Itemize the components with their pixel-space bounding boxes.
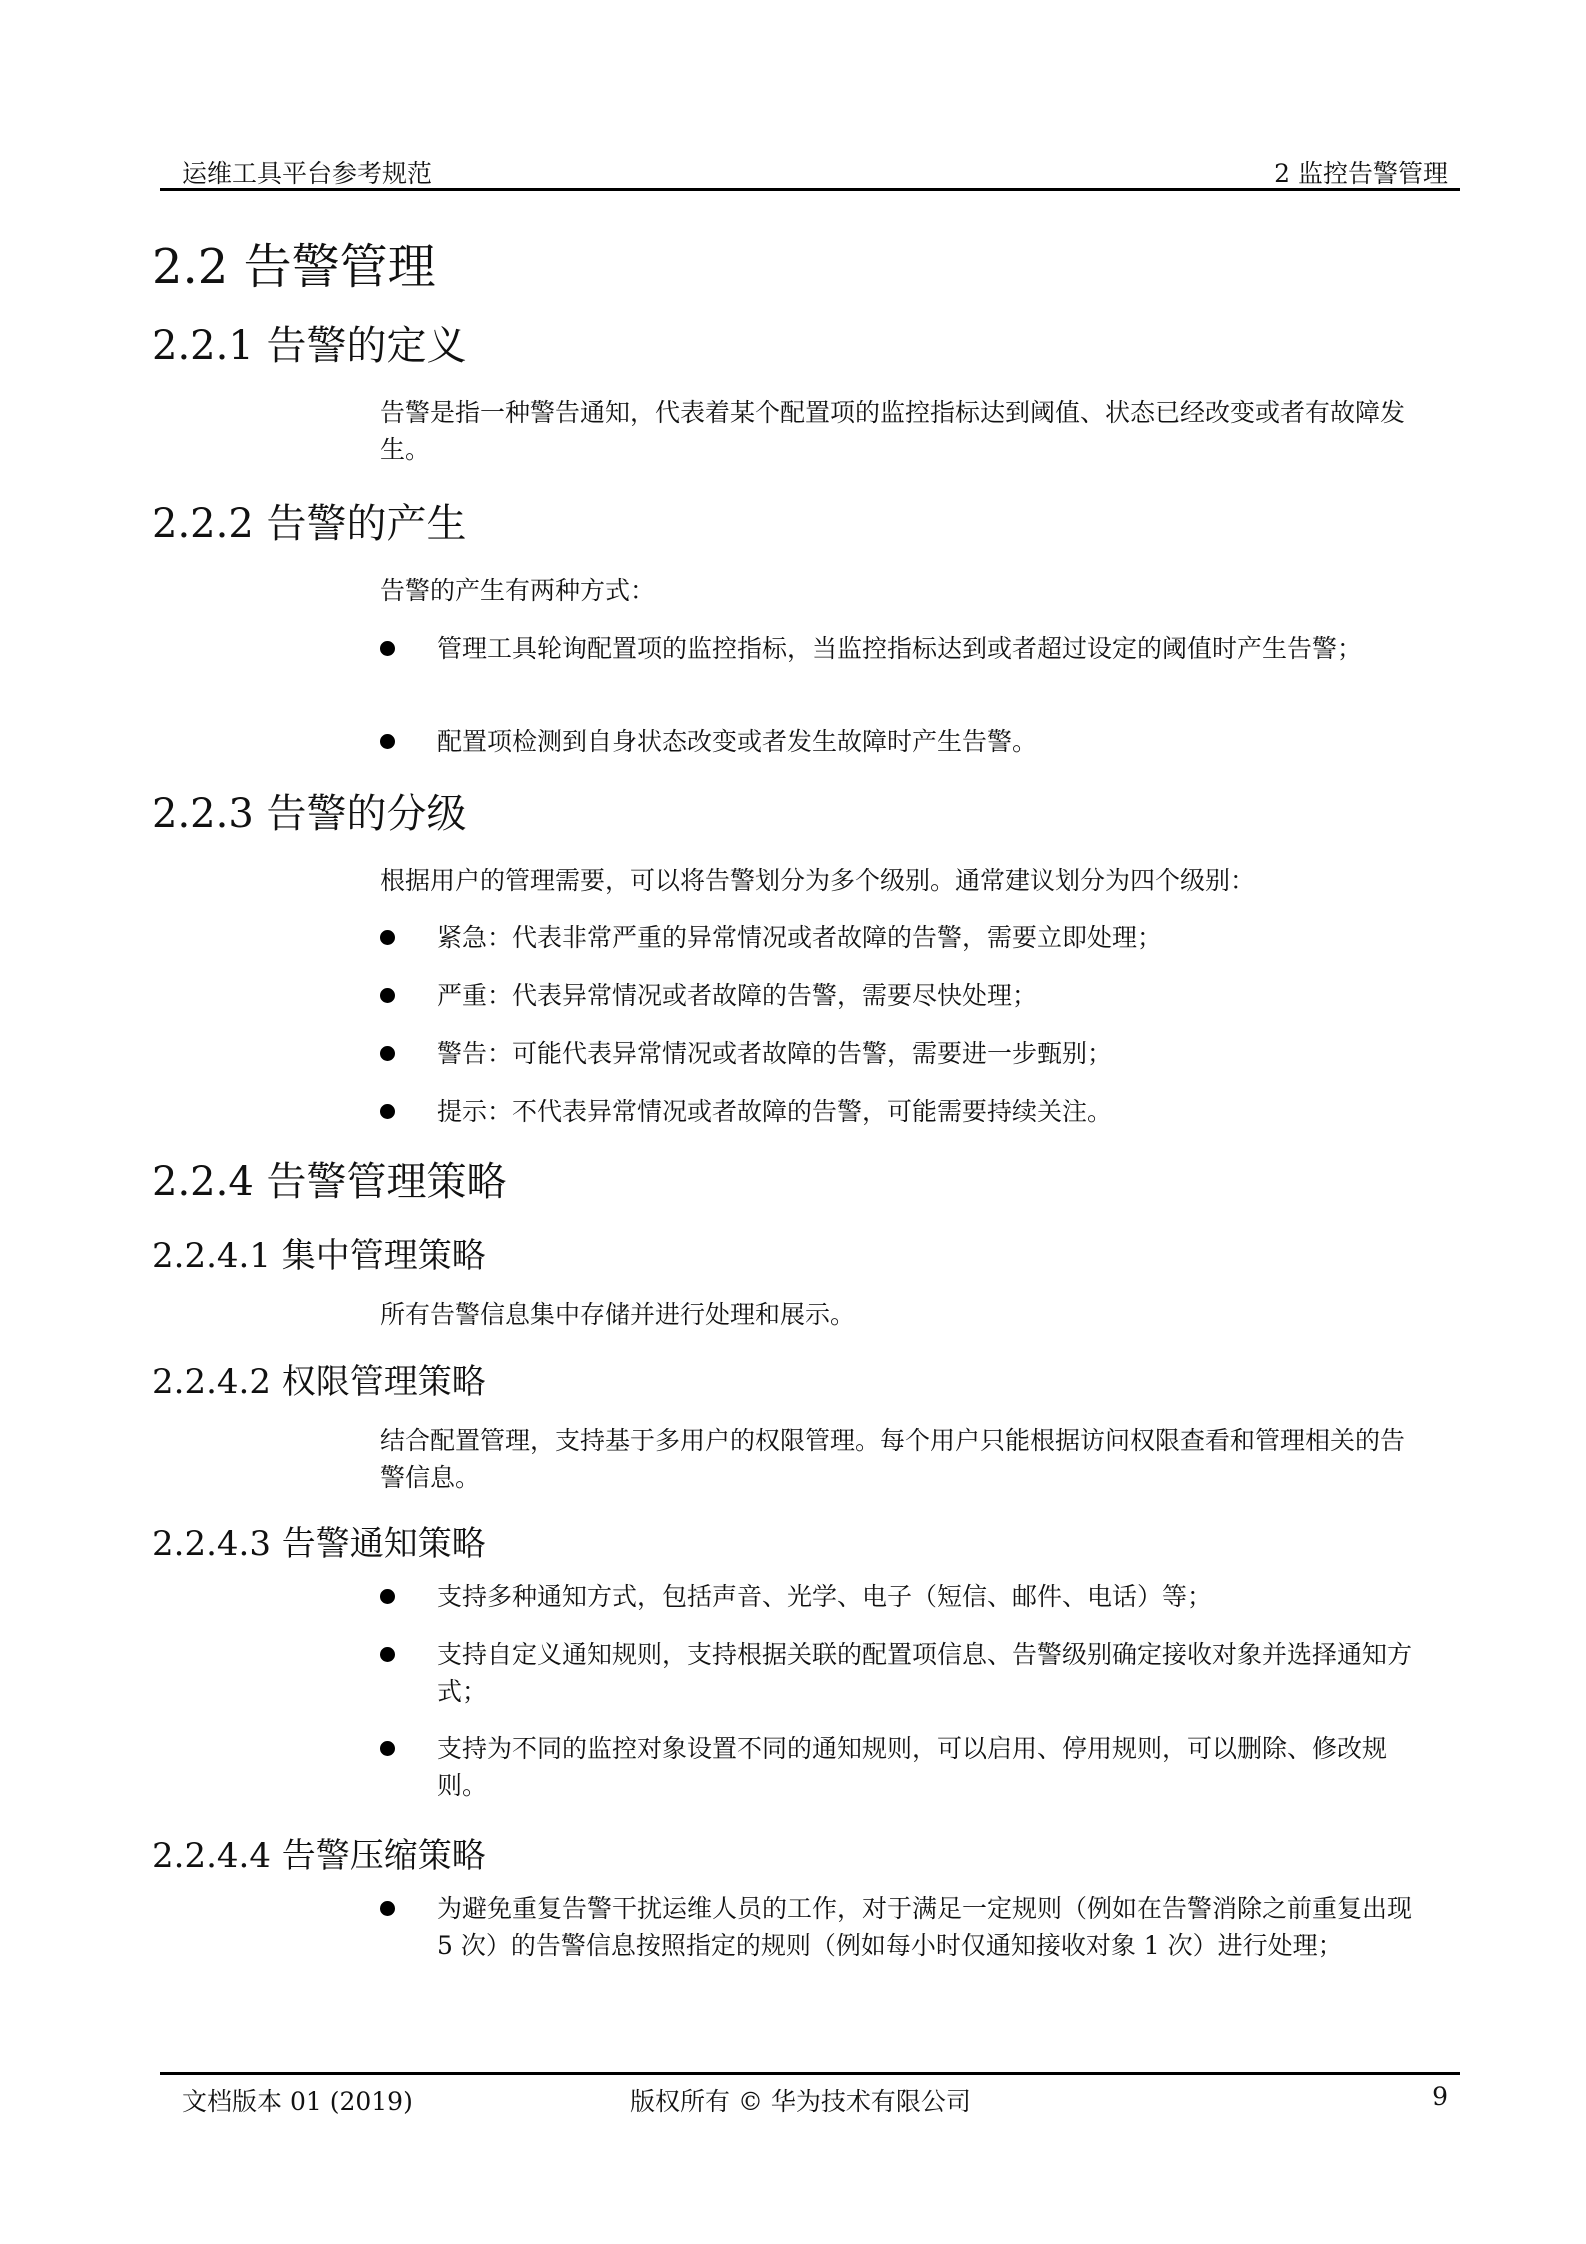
bullet-icon xyxy=(380,1046,395,1061)
section-heading-2-2-4-3: 2.2.4.3 告警通知策略 xyxy=(152,1524,486,1564)
chapter-title: 2 监控告警管理 xyxy=(1274,159,1448,188)
section-heading-2-2: 2.2 告警管理 xyxy=(152,239,436,295)
bullet-icon xyxy=(380,1741,395,1756)
paragraph-levels-intro: 根据用户的管理需要，可以将告警划分为多个级别。通常建议划分为四个级别： xyxy=(380,866,1256,895)
bullet-icon xyxy=(380,1589,395,1604)
header-divider xyxy=(160,188,1460,191)
bullet-icon xyxy=(380,734,395,749)
page-number: 9 xyxy=(1432,2082,1448,2111)
paragraph-generation-intro: 告警的产生有两种方式： xyxy=(380,576,656,605)
document-title: 运维工具平台参考规范 xyxy=(182,159,433,188)
section-heading-2-2-4-2: 2.2.4.2 权限管理策略 xyxy=(152,1362,486,1402)
bullet-icon xyxy=(380,988,395,1003)
bullet-icon xyxy=(380,641,395,656)
document-version: 文档版本 01 (2019) xyxy=(182,2087,413,2116)
section-heading-2-2-4-1: 2.2.4.1 集中管理策略 xyxy=(152,1236,486,1276)
bullet-icon xyxy=(380,1901,395,1916)
section-heading-2-2-3: 2.2.3 告警的分级 xyxy=(152,791,467,837)
bullet-icon xyxy=(380,1647,395,1662)
section-heading-2-2-4: 2.2.4 告警管理策略 xyxy=(152,1159,507,1205)
paragraph-centralized: 所有告警信息集中存储并进行处理和展示。 xyxy=(380,1300,856,1329)
section-heading-2-2-1: 2.2.1 告警的定义 xyxy=(152,323,467,369)
section-heading-2-2-2: 2.2.2 告警的产生 xyxy=(152,501,467,547)
page-footer xyxy=(170,2078,1460,2118)
bullet-icon xyxy=(380,930,395,945)
paragraph-definition: 告警是指一种警告通知，代表着某个配置项的监控指标达到阈值、状态已经改变或者有故障发生。 xyxy=(380,398,1406,464)
page-header xyxy=(170,150,1460,190)
paragraph-permission: 结合配置管理，支持基于多用户的权限管理。每个用户只能根据访问权限查看和管理相关的告警信息。 xyxy=(380,1426,1406,1492)
bullet-icon xyxy=(380,1104,395,1119)
footer-divider xyxy=(160,2072,1460,2075)
section-heading-2-2-4-4: 2.2.4.4 告警压缩策略 xyxy=(152,1836,486,1876)
copyright: 版权所有 © 华为技术有限公司 xyxy=(630,2087,971,2116)
